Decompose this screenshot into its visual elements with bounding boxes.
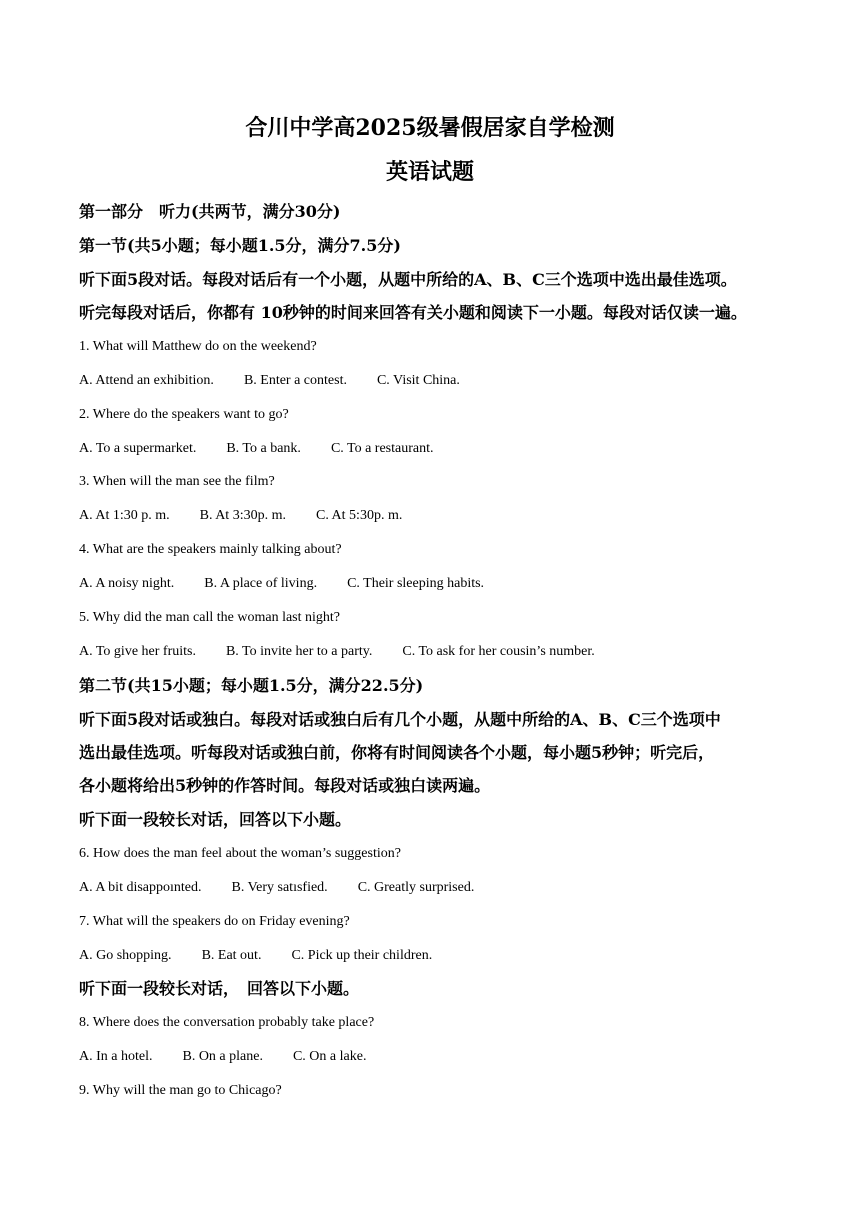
question-5: 5. Why did the man call the woman last night? [79,610,341,625]
option-a: A. A bit disappoınted. [79,880,202,895]
part1-heading: 第一部分 听力(共两节，满分30分) [79,202,341,221]
option-a: A. At 1:30 p. m. [79,508,170,523]
options-6 [79,879,789,897]
option-b: B. Very satısfied. [231,880,328,895]
option-c: C. To a restaurant. [330,441,434,456]
options-8 [79,1048,789,1066]
option-a: A. In a hotel. [79,1049,153,1064]
option-c: C. Their sleeping habits. [347,576,485,591]
options-2 [79,440,789,458]
question-1: 1. What will Matthew do on the weekend? [79,339,317,354]
options-3 [79,507,789,525]
options-7 [79,947,789,965]
question-3: 3. When will the man see the film? [79,474,275,489]
options-1 [79,372,789,390]
option-a: A. Attend an exhibition. [79,373,214,388]
option-b: B. A place of living. [204,576,318,591]
question-2: 2. Where do the speakers want to go? [79,407,289,422]
section1-heading: 第一节(共5小题；每小题1.5分，满分7.5分) [79,236,401,255]
section1-instruction-1: 听下面5段对话。每段对话后有一个小题，从题中所给的A、B、C三个选项中选出最佳选项。 [79,270,737,289]
group-1-instruction: 听下面一段较长对话，回答以下小题。 [79,810,352,829]
option-a: A. To a supermarket. [79,441,197,456]
option-c: C. On a lake. [292,1049,367,1064]
option-b: B. Eat out. [201,948,262,963]
options-5 [79,643,789,661]
question-4: 4. What are the speakers mainly talking about? [79,542,342,557]
group-2-instruction: 听下面一段较长对话， 回答以下小题。 [79,979,360,998]
option-c: C. Greatly surprised. [357,880,475,895]
option-c: C. At 5:30p. m. [315,508,403,523]
option-a: A. To give her fruits. [79,644,196,659]
option-a: A. A noisy night. [79,576,175,591]
question-6: 6. How does the man feel about the woman’s suggestion? [79,846,401,861]
option-b: B. To invite her to a party. [225,644,373,659]
option-b: B. Enter a contest. [243,373,347,388]
question-7: 7. What will the speakers do on Friday evening? [79,914,350,929]
exam-subtitle: 英语试题 [385,159,474,185]
option-b: B. On a plane. [182,1049,263,1064]
option-b: B. To a bank. [226,441,301,456]
option-c: C. Visit China. [376,373,460,388]
section2-heading: 第二节(共15小题；每小题1.5分，满分22.5分) [79,676,424,695]
question-8: 8. Where does the conversation probably take place? [79,1015,375,1030]
section2-instruction-3: 各小题将给出5秒钟的作答时间。每段对话或独白读两遍。 [79,776,491,795]
option-c: C. To ask for her cousin’s number. [402,644,595,659]
option-b: B. At 3:30p. m. [199,508,286,523]
option-c: C. Pick up their children. [291,948,433,963]
section2-instruction-2: 选出最佳选项。听每段对话或独白前，你将有时间阅读各个小题，每小题5秒钟；听完后， [79,743,715,762]
option-a: A. Go shopping. [79,948,172,963]
section1-instruction-2: 听完每段对话后，你都有 10秒钟的时间来回答有关小题和阅读下一小题。每段对话仅读一遍。 [79,303,747,322]
question-9: 9. Why will the man go to Chicago? [79,1083,282,1098]
exam-title: 合川中学高2025级暑假居家自学检测 [245,115,615,141]
options-4 [79,575,789,593]
section2-instruction-1: 听下面5段对话或独白。每段对话或独白后有几个小题，从题中所给的A、B、C三个选项中 [79,710,721,729]
